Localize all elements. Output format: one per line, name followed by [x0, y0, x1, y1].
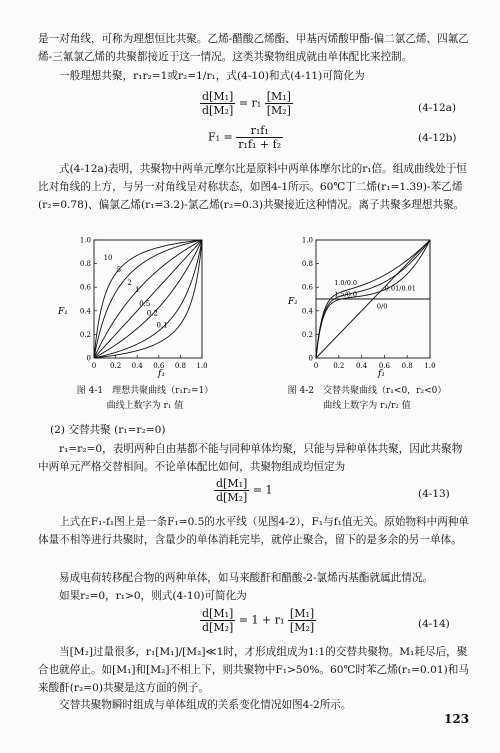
paragraph-7: 如果r₂=0，r₁>0，则式(4-10)可简化为 — [59, 590, 247, 602]
fig1-ytick-label: 0.4 — [79, 307, 91, 316]
fig2-ytick-label: 0 — [308, 354, 313, 363]
fig2-curve-label: 1.5/0.0 — [334, 290, 358, 299]
fig2-curve-label: 0.01/0.01 — [384, 284, 416, 293]
figure-4-2 — [282, 230, 450, 378]
paragraph-6: 易成电荷转移配合物的两种单体，如马来酸酐和醋酸-2-氯烯丙基酯就属此情况。 — [59, 572, 434, 584]
equation-4-13: $\frac{\text{d[M₁]}}{\text{d[M₂]}}$ = 1 — [216, 477, 273, 504]
fig1-curve-label: 2 — [127, 278, 132, 287]
fig1-xtick-label: 0.6 — [153, 362, 165, 370]
fig2-ytick-label: 0.4 — [301, 307, 313, 316]
equation-number-4-13: (4-13) — [418, 488, 450, 500]
fig1-curve-label: 1 — [134, 285, 140, 294]
paragraph-2: 一般理想共聚，r₁r₂=1或r₂=1/r₁，式(4-10)和式(4-11)可简化为 — [59, 70, 365, 82]
fig1-ylabel: F₁ — [58, 307, 68, 317]
fig1-ytick-label: 1.0 — [79, 236, 91, 245]
equation-number-4-12a: (4-12a) — [418, 102, 457, 114]
fig2-ytick-label: 1.0 — [301, 236, 313, 245]
fig2-ytick-label: 0.6 — [301, 283, 313, 292]
fig2-xtick-label: 0.8 — [401, 362, 413, 370]
fig1-curve-label: 0.5 — [139, 300, 151, 309]
fig2-ytick-label: 0.8 — [301, 260, 313, 269]
section-heading-alternating: (2) 交替共聚 (r₁=r₂=0) — [50, 424, 166, 436]
equation-4-12a: $\frac{\text{d[M₁]}}{\text{d[M₂]}}$ = r₁ $\frac{\text{[M₁]}}{\text{[M₂]}}$ — [202, 90, 291, 117]
equation-4-12b: F₁ = $\frac{\text{r₁f₁}}{\text{r₁f₁ + f₂}}$ — [208, 124, 282, 151]
paragraph-5: 上式在F₁-f₁图上是一条F₁=0.5的水平线（见图4-2），F₁与f₁值无关。原始物料中两种单体量不相等进行共聚时，含量少的单体消耗完毕，就停止聚合，留下的是多余的另一单体。 — [38, 516, 470, 546]
fig2-ytick-label: 0.2 — [301, 330, 313, 339]
fig1-xtick-label: 0 — [91, 362, 97, 370]
fig2-ylabel: F₁ — [288, 297, 298, 307]
equation-number-4-14: (4-14) — [418, 618, 450, 630]
figure-4-1 — [52, 230, 232, 378]
paragraph-1: 是一对角线，可称为理想恒比共聚。乙烯-醋酸乙烯酯、甲基丙烯酸甲酯-偏二氯乙烯、四氟乙烯-三氟氯乙烯的共聚都接近于这一情况。这类共聚物组成就由单体配比来控制。 — [38, 33, 469, 63]
fig1-ytick-label: 0.8 — [79, 260, 91, 269]
equation-4-14: $\frac{\text{d[M₁]}}{\text{d[M₂]}}$ = 1 + r₁ $\frac{\text{[M₁]}}{\text{[M₂]}}$ — [202, 607, 315, 634]
fig1-xlabel: f₁ — [158, 369, 165, 378]
paragraph-8: 当[M₂]过量很多，r₁[M₁]/[M₂]≪1时，才形成组成为1:1的交替共聚物。M₁耗尽后，聚合也就停止。如[M₁]和[M₂]不相上下，则共聚物中F₁>50%。60℃时苯乙烯(r₁=0.01)和马来酸酐(r₂=0)共聚是这方面的例子。 — [38, 646, 469, 694]
fig1-curve-label: 0.2 — [146, 309, 158, 318]
paragraph-9: 交替共聚物瞬时组成与单体组成的关系变化情况如图4-2所示。 — [59, 699, 352, 711]
figure-4-1-caption: 图 4-1 理想共聚曲线（r₁r₂=1） 曲线上数字为 r₁ 值 — [76, 386, 214, 411]
page-number: 123 — [444, 712, 470, 726]
fig1-xtick-label: 0.2 — [110, 362, 122, 370]
fig1-ytick-label: 0 — [86, 354, 91, 363]
paragraph-4: r₁=r₂=0，表明两种自由基都不能与同种单体均聚，只能与异种单体共聚，因此共聚物中两单元严格交替相间。不论单体配比如何，共聚物组成均恒定为 — [38, 443, 463, 473]
fig1-ytick-label: 0.2 — [79, 330, 91, 339]
fig2-xtick-label: 0 — [313, 362, 319, 370]
fig2-curve-label: 1.0/0.0 — [334, 278, 358, 287]
fig2-xtick-label: 0.6 — [378, 362, 390, 370]
fig1-curve-label: 10 — [103, 254, 113, 263]
figure-4-2-plot — [302, 237, 436, 371]
fig2-curve-label: 0/0 — [376, 302, 388, 311]
fig2-xtick-label: 0.2 — [333, 362, 345, 370]
fig1-curve-label: 0.1 — [156, 321, 168, 330]
equation-number-4-12b: (4-12b) — [418, 132, 457, 144]
fig1-ytick-label: 0.6 — [79, 283, 91, 292]
fig1-curve-label: 5 — [116, 265, 122, 274]
fig1-xtick-label: 0.4 — [131, 362, 143, 370]
fig2-xlabel: f₁ — [378, 369, 385, 378]
fig2-xtick-label: 0.4 — [356, 362, 368, 370]
figure-4-2-caption: 图 4-2 交替共聚曲线（r₁<0，r₂<0） 曲线上数字为 r₁/r₂ 值 — [287, 386, 447, 411]
paragraph-3: 式(4-12a)表明，共聚物中两单元摩尔比是原料中两单体摩尔比的r₁倍。组成曲线处于恒比对角线的上方，与另一对角线呈对称状态，如图4-1所示。60℃丁二烯(r₁=1.39)-苯乙烯(r₂=0.78)、偏氯乙烯(r₁=3.2)-氯乙烯(r₂=0.3)共聚接近这种情况。离子共聚多理想共聚。 — [38, 163, 467, 211]
fig2-xtick-label: 1.0 — [424, 362, 436, 370]
fig1-xtick-label: 1.0 — [196, 362, 208, 370]
fig1-xtick-label: 0.8 — [174, 362, 186, 370]
figure-4-1-plot — [80, 237, 208, 371]
